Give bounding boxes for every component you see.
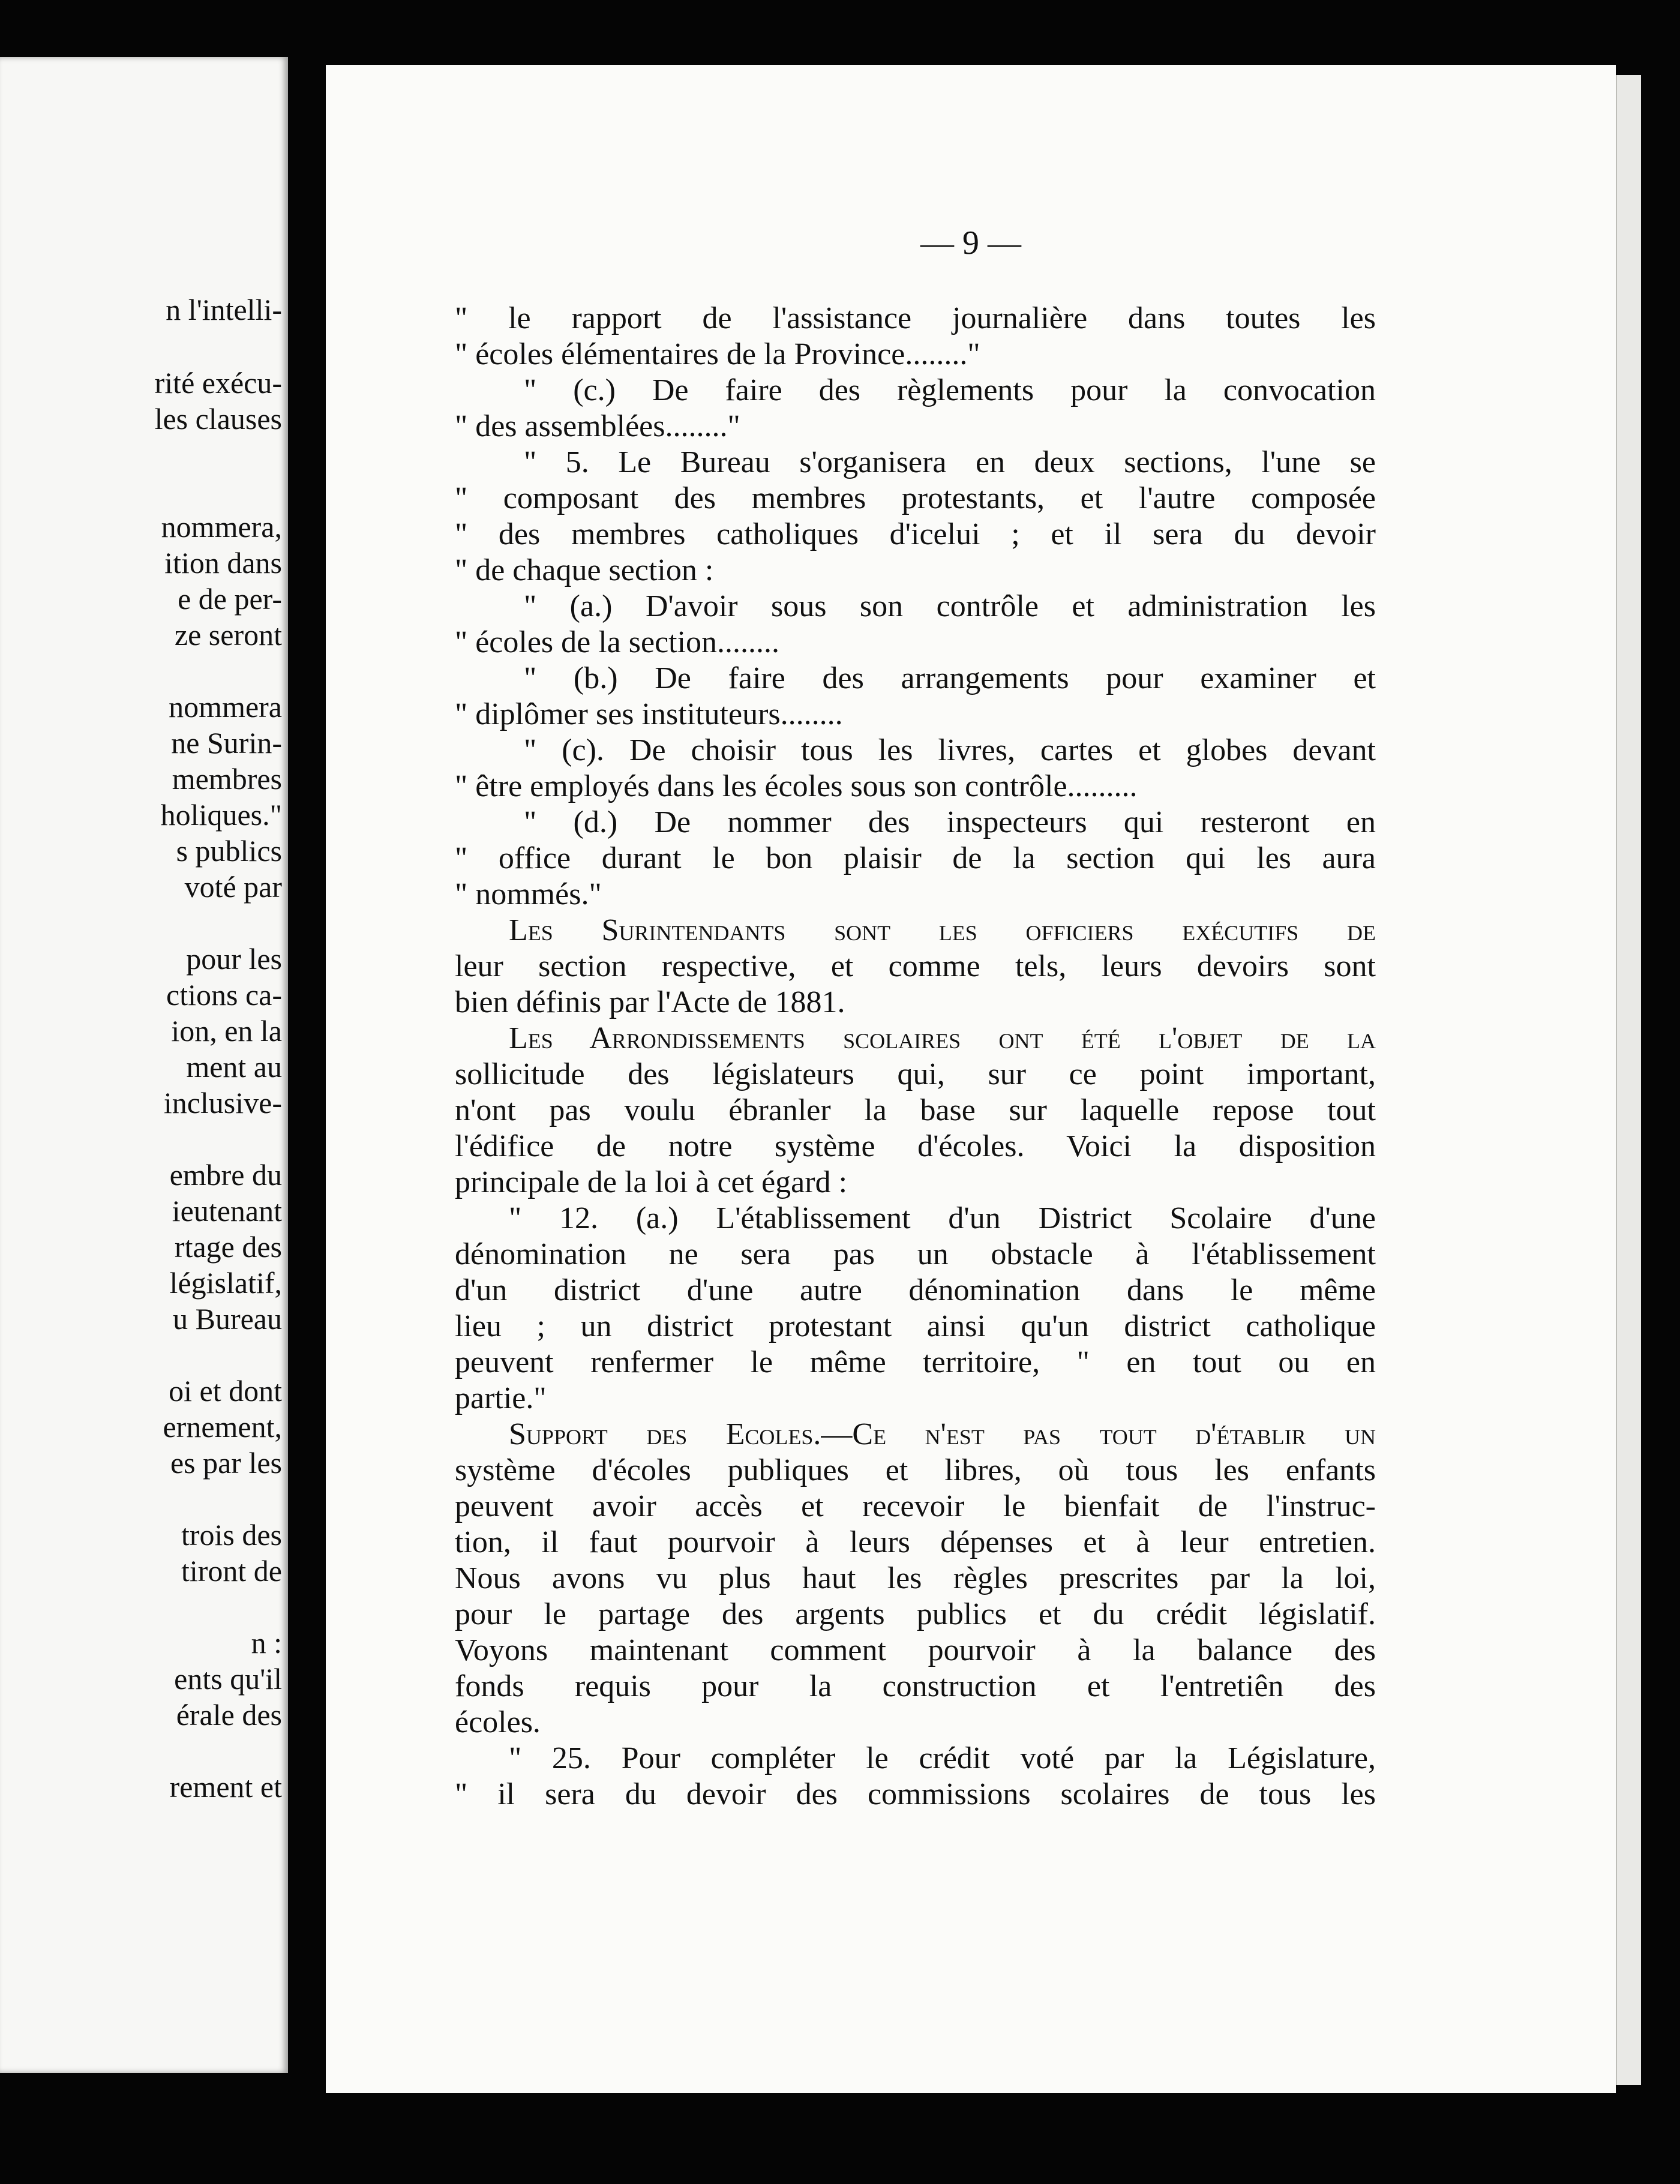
facing-line: n : <box>251 1626 282 1660</box>
facing-line: rement et <box>169 1770 282 1804</box>
text-line: " il sera du devoir des commissions scolaires de tous les <box>455 1777 1376 1811</box>
text-line: " (a.) D'avoir sous son contrôle et administration les <box>524 589 1376 623</box>
text-line: Nous avons vu plus haut les règles prescrites par la loi, <box>455 1561 1376 1595</box>
text-line: tion, il faut pourvoir à leurs dépenses et à leur entretien. <box>455 1525 1376 1559</box>
facing-line: ion, en la <box>171 1014 282 1048</box>
text-line: " 25. Pour compléter le crédit voté par la Législature, <box>509 1741 1376 1775</box>
text-line: peuvent renfermer le même territoire, " en tout ou en <box>455 1345 1376 1379</box>
text-line: " (c.) De faire des règlements pour la convocation <box>524 373 1376 407</box>
text-line: " des membres catholiques d'icelui ; et il sera du devoir <box>455 517 1376 551</box>
facing-line: ieutenant <box>172 1194 282 1228</box>
facing-line: ctions ca- <box>166 978 282 1012</box>
facing-line: ents qu'il <box>174 1662 282 1696</box>
text-line: sollicitude des législateurs qui, sur ce point important, <box>455 1057 1376 1091</box>
text-line: " écoles de la section........ <box>455 625 780 659</box>
text-line: Voyons maintenant comment pourvoir à la balance des <box>455 1633 1376 1667</box>
text-line: principale de la loi à cet égard : <box>455 1165 848 1199</box>
text-line: n'ont pas voulu ébranler la base sur laquelle repose tout <box>455 1093 1376 1127</box>
text-line: " écoles élémentaires de la Province........" <box>455 337 980 371</box>
text-line: d'un district d'une autre dénomination dans le même <box>455 1273 1376 1307</box>
text-line: peuvent avoir accès et recevoir le bienfait de l'instruc- <box>455 1489 1376 1523</box>
page-number: — 9 — <box>920 224 1021 262</box>
text-line: " 5. Le Bureau s'organisera en deux sections, l'une se <box>524 445 1376 479</box>
text-line: bien définis par l'Acte de 1881. <box>455 985 845 1019</box>
text-line: " nommés." <box>455 877 602 911</box>
facing-line: rtage des <box>174 1230 282 1264</box>
text-line: lieu ; un district protestant ainsi qu'un district catholique <box>455 1309 1376 1343</box>
text-line: pour le partage des argents publics et du crédit législatif. <box>455 1597 1376 1631</box>
text-line: l'édifice de notre système d'écoles. Voici la disposition <box>455 1129 1376 1163</box>
facing-line: n l'intelli- <box>166 293 282 326</box>
facing-line: u Bureau <box>173 1302 282 1336</box>
facing-line: trois des <box>181 1518 282 1552</box>
page-edge <box>1616 75 1641 2085</box>
text-line: Support des Ecoles.—Ce n'est pas tout d'établir un <box>509 1417 1376 1451</box>
facing-line: holiques." <box>160 798 282 832</box>
text-line: fonds requis pour la construction et l'entretiên des <box>455 1669 1376 1703</box>
text-line: partie." <box>455 1381 547 1415</box>
facing-line: nommera <box>169 690 282 724</box>
text-line: " office durant le bon plaisir de la section qui les aura <box>455 841 1376 875</box>
text-line: écoles. <box>455 1705 541 1739</box>
facing-line: es par les <box>170 1446 282 1480</box>
facing-line: ition dans <box>164 546 282 580</box>
text-line: " le rapport de l'assistance journalière dans toutes les <box>455 301 1376 335</box>
text-line: dénomination ne sera pas un obstacle à l'établissement <box>455 1237 1376 1271</box>
text-line: " 12. (a.) L'établissement d'un District Scolaire d'une <box>509 1201 1376 1235</box>
facing-line: voté par <box>184 870 282 904</box>
text-line: " composant des membres protestants, et l'autre composée <box>455 481 1376 515</box>
facing-line: inclusive- <box>163 1086 282 1120</box>
text-line: Les Surintendants sont les officiers exécutifs de <box>509 913 1376 947</box>
text-line: Les Arrondissements scolaires ont été l'objet de la <box>509 1021 1376 1055</box>
facing-line: s publics <box>176 834 282 868</box>
book-page <box>326 65 1616 2093</box>
facing-line: oi et dont <box>169 1374 282 1408</box>
text-line: " de chaque section : <box>455 553 714 587</box>
text-line: " (d.) De nommer des inspecteurs qui resteront en <box>524 805 1376 839</box>
text-line: " (c). De choisir tous les livres, cartes et globes devant <box>524 733 1376 767</box>
facing-page-fragment <box>0 57 288 2073</box>
text-line: " diplômer ses instituteurs........ <box>455 697 843 731</box>
facing-line: nommera, <box>161 510 282 544</box>
facing-line: tiront de <box>181 1554 282 1588</box>
facing-line: membres <box>172 762 282 796</box>
facing-line: rité exécu- <box>154 366 282 400</box>
facing-line: législatif, <box>169 1266 282 1300</box>
facing-line: embre du <box>169 1158 282 1192</box>
facing-line: e de per- <box>178 582 282 616</box>
text-line: " (b.) De faire des arrangements pour examiner et <box>524 661 1376 695</box>
facing-line: ne Surin- <box>171 726 282 760</box>
facing-line: pour les <box>186 942 282 976</box>
text-line: " être employés dans les écoles sous son contrôle......... <box>455 769 1138 803</box>
text-line: système d'écoles publiques et libres, où tous les enfants <box>455 1453 1376 1487</box>
text-line: leur section respective, et comme tels, leurs devoirs sont <box>455 949 1376 983</box>
facing-line: ment au <box>186 1050 282 1084</box>
facing-line: ernement, <box>163 1410 282 1444</box>
facing-line: les clauses <box>154 402 282 436</box>
facing-line: érale des <box>176 1698 282 1732</box>
text-line: " des assemblées........" <box>455 409 740 443</box>
facing-line: ze seront <box>174 618 282 652</box>
